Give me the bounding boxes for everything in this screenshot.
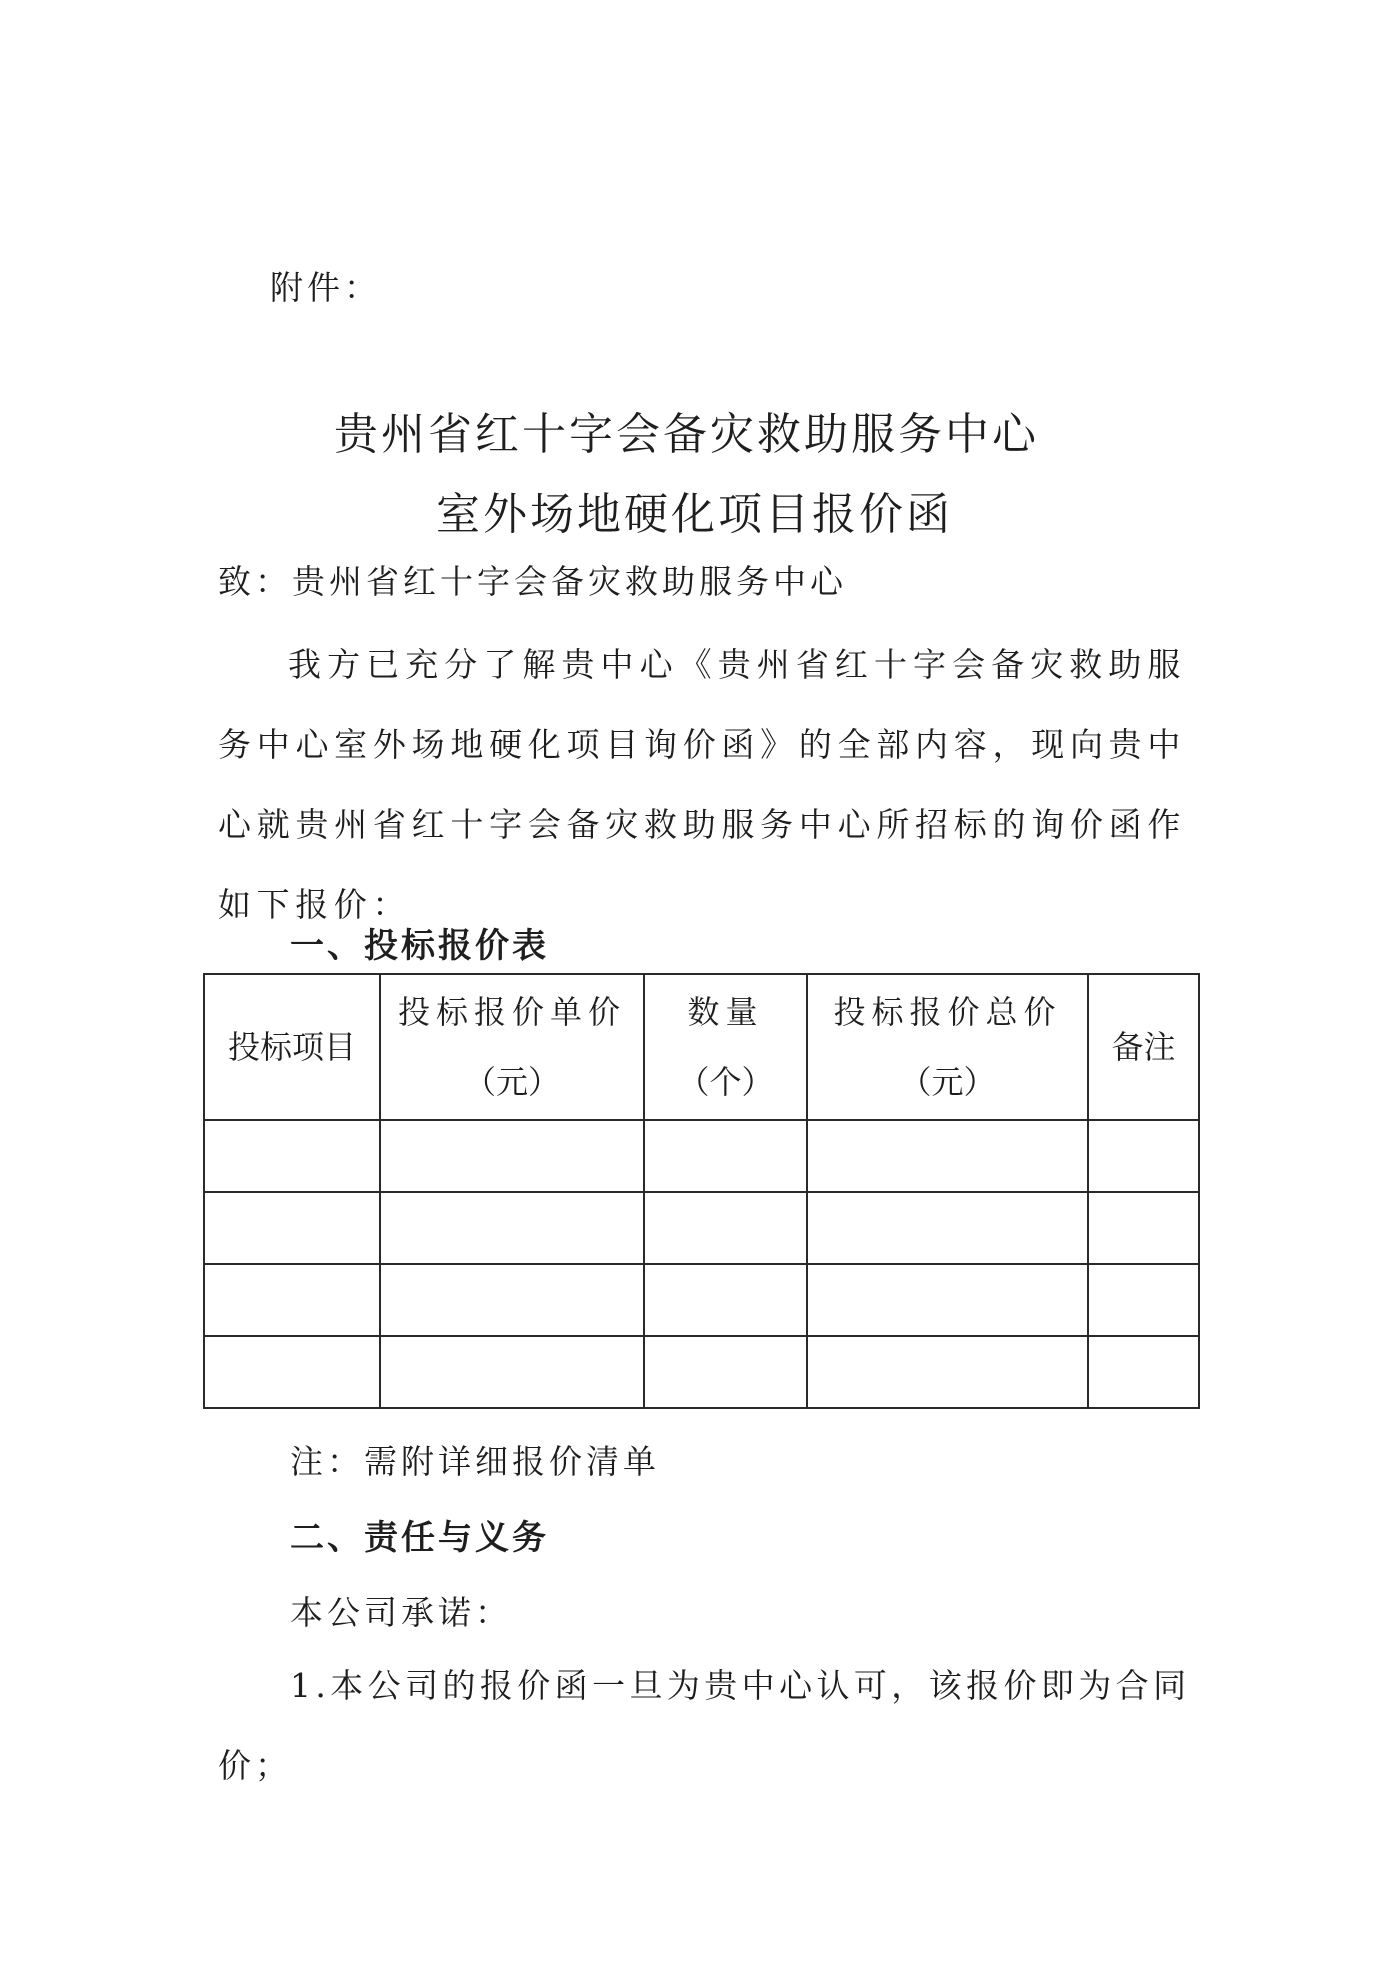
header-bid-item [204, 974, 380, 1120]
table-cell [644, 1120, 807, 1192]
table-cell [1088, 1192, 1199, 1264]
header-remarks-label: 备注 [1111, 1028, 1176, 1066]
intro-paragraph: 我方已充分了解贵中心《贵州省红十字会备灾救助服务中心室外场地硬化项目询价函》的全部内容，现向贵中心就贵州省红十字会备灾救助服务中心所招标的询价函作如下报价： [218, 645, 1186, 924]
table-cell [644, 1264, 807, 1336]
header-unit-price-label: 投标报价单价 [397, 993, 626, 1031]
header-total-price-unit: （元） [899, 1063, 996, 1101]
table-row [204, 1120, 1199, 1192]
table-cell [204, 1192, 380, 1264]
header-quantity [644, 974, 807, 1120]
table-row [204, 1264, 1199, 1336]
table-cell [644, 1336, 807, 1408]
table-cell [380, 1264, 644, 1336]
table-cell [1088, 1120, 1199, 1192]
table-cell [1088, 1336, 1199, 1408]
header-total-price-label: 投标报价总价 [833, 993, 1062, 1031]
commitment-item-1: 1.本公司的报价函一旦为贵中心认可，该报价即为合同 [290, 1666, 1191, 1705]
table-header-row [204, 974, 1199, 1120]
header-remarks [1088, 974, 1199, 1120]
table-cell [204, 1336, 380, 1408]
table-cell [380, 1192, 644, 1264]
document-title-line1: 贵州省红十字会备灾救助服务中心 [334, 409, 1039, 460]
header-quantity-unit: （个） [677, 1063, 774, 1101]
table-note: 注：需附详细报价清单 [290, 1442, 660, 1481]
table-cell [807, 1336, 1088, 1408]
document-title-line2: 室外场地硬化项目报价函 [436, 489, 953, 540]
section1-heading: 一、投标报价表 [290, 926, 549, 966]
table-cell [204, 1264, 380, 1336]
bid-price-table [203, 973, 1200, 1409]
table-cell [807, 1120, 1088, 1192]
section2-heading: 二、责任与义务 [290, 1518, 549, 1558]
header-unit-price [380, 974, 644, 1120]
table-cell [380, 1120, 644, 1192]
table-cell [644, 1192, 807, 1264]
addressee: 致：贵州省红十字会备灾救助服务中心 [218, 562, 847, 601]
header-quantity-label: 数量 [687, 993, 764, 1031]
header-unit-price-unit: （元） [463, 1063, 560, 1101]
table-row [204, 1336, 1199, 1408]
commitment-item-1-continued: 价； [218, 1746, 292, 1785]
promise-intro: 本公司承诺： [290, 1593, 512, 1632]
table-cell [380, 1336, 644, 1408]
table-row [204, 1192, 1199, 1264]
table-cell [204, 1120, 380, 1192]
header-total-price [807, 974, 1088, 1120]
table-cell [1088, 1264, 1199, 1336]
attachment-label: 附件： [270, 268, 381, 307]
table-cell [807, 1264, 1088, 1336]
table-cell [807, 1192, 1088, 1264]
header-bid-item-label: 投标项目 [227, 1028, 356, 1066]
